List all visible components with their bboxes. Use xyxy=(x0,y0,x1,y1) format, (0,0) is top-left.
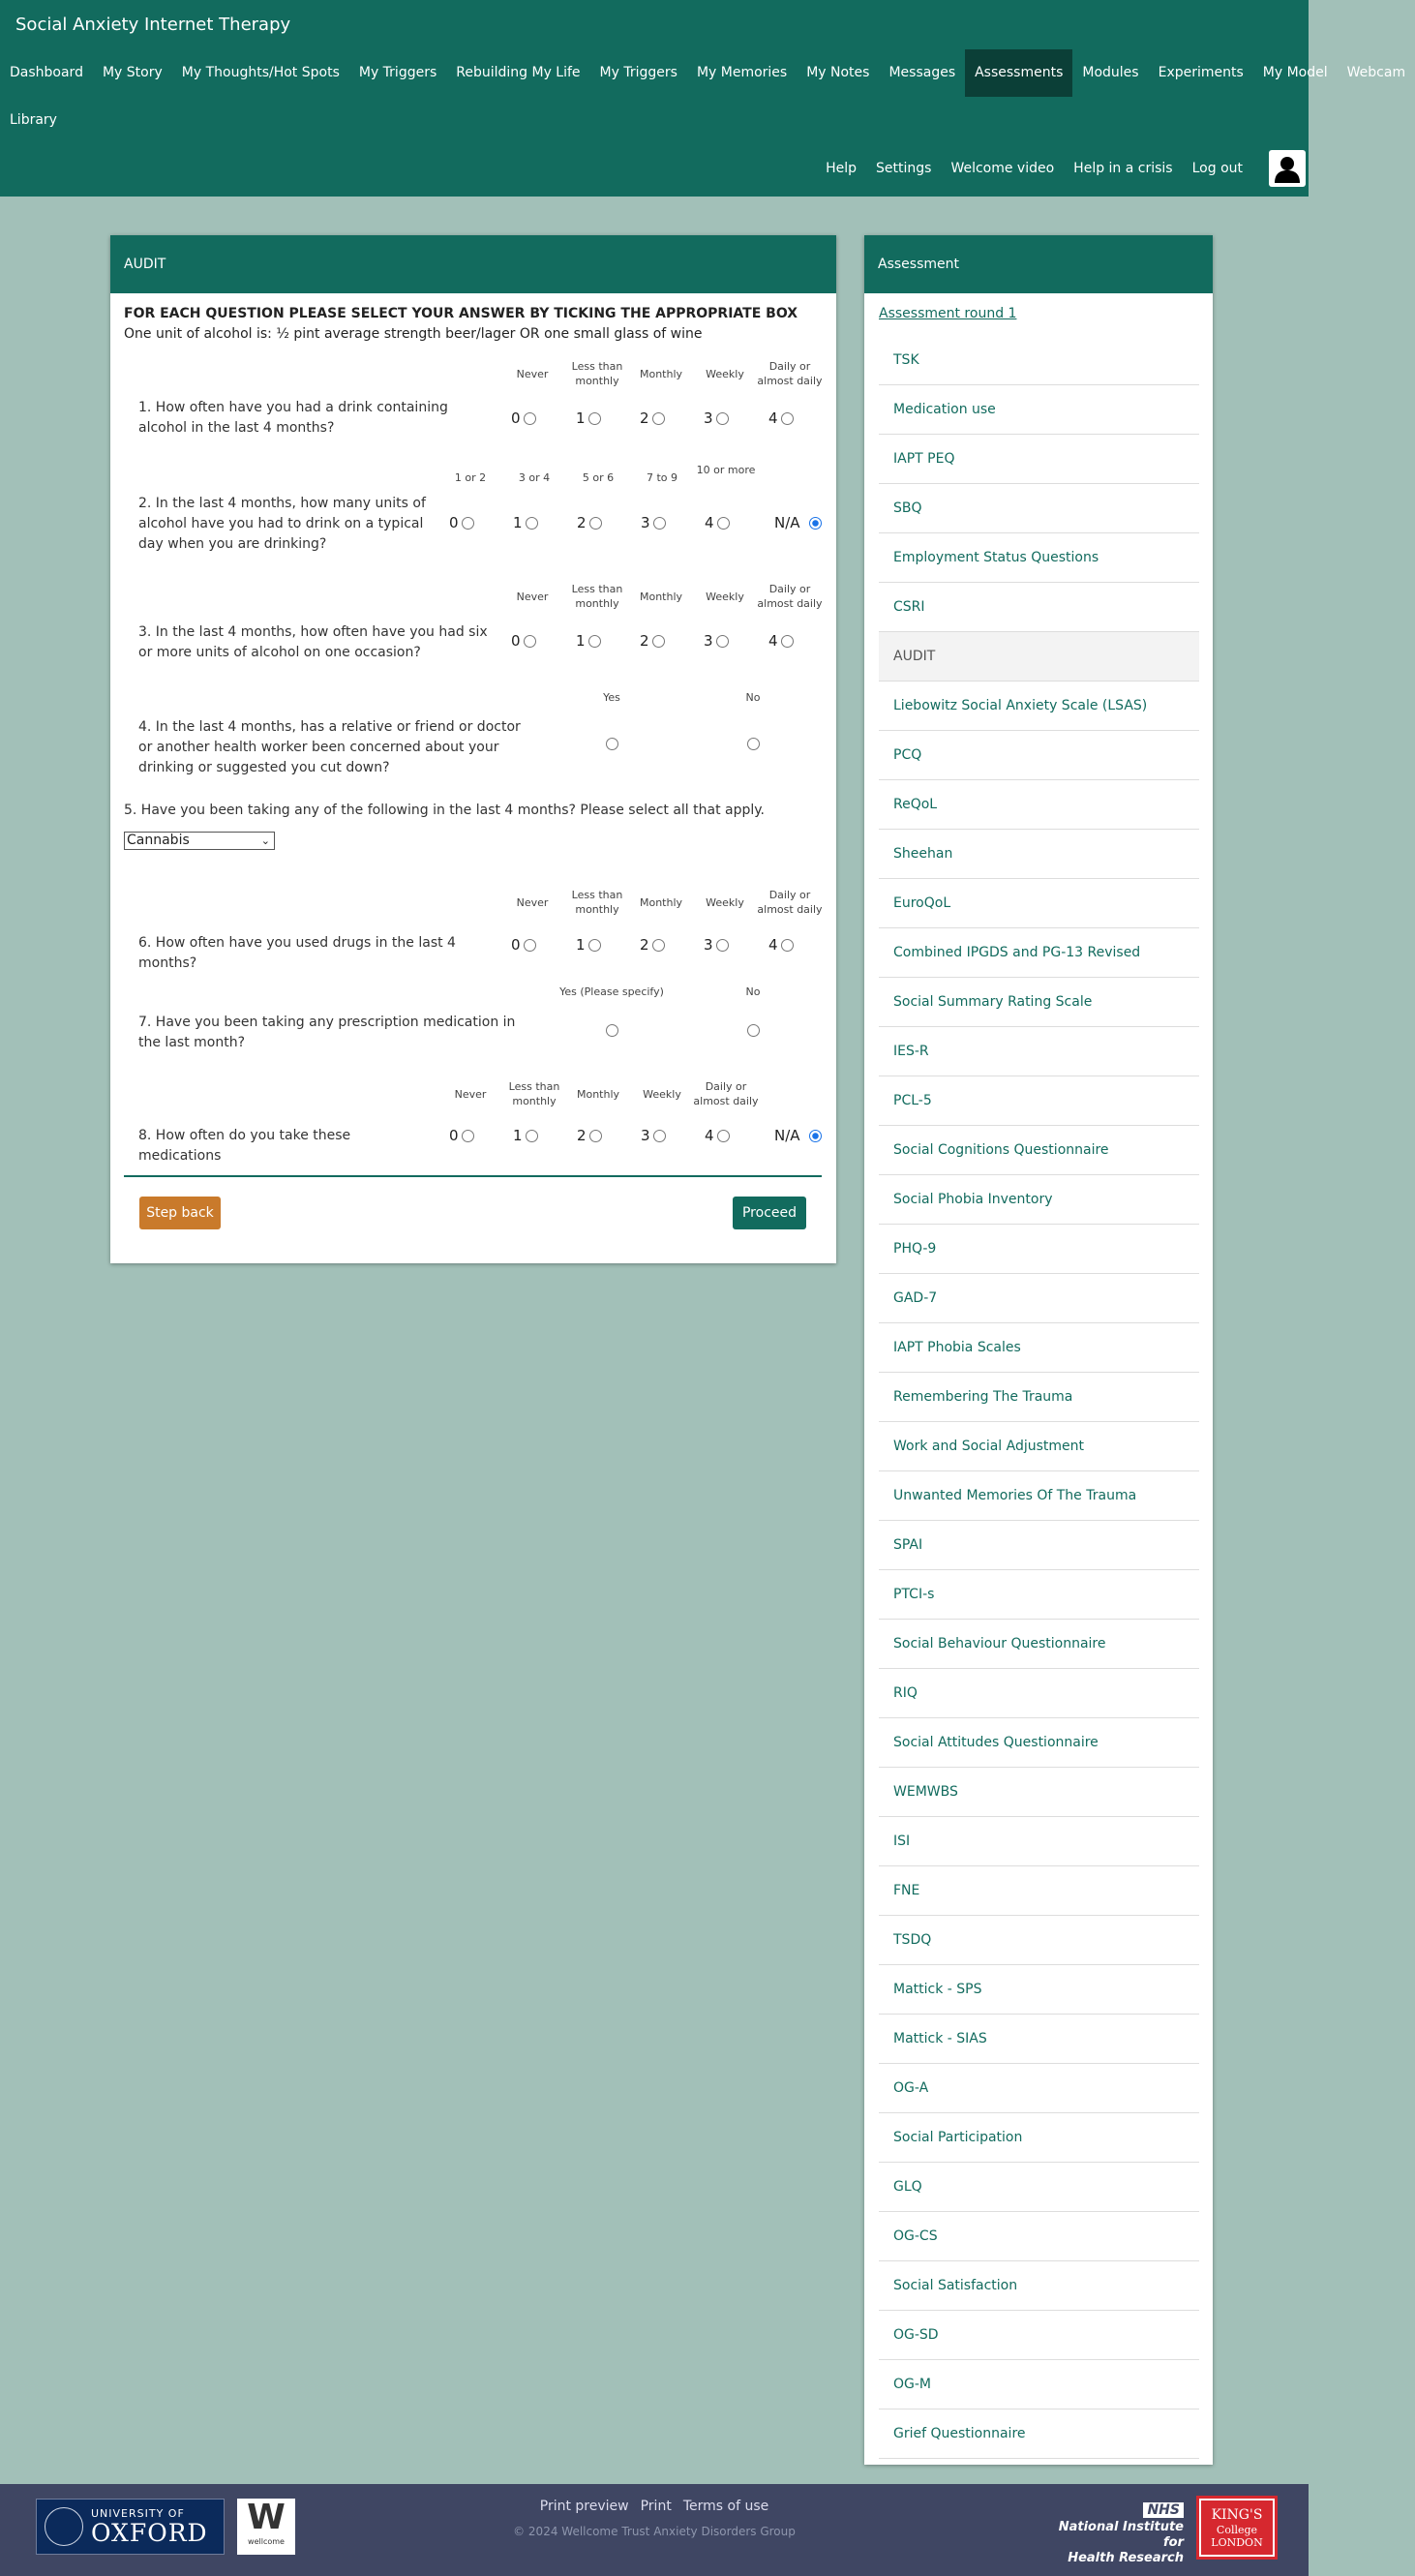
question-4: 4. In the last 4 months, has a relative or friend or doctor or another health worker been concerned about your drinking or suggested you cut down? xyxy=(138,719,521,775)
q2-header-2: 3 or 4 xyxy=(518,471,551,484)
footer-link-print-preview[interactable]: Print preview xyxy=(539,2499,629,2514)
q8-option-4[interactable] xyxy=(705,1127,730,1144)
q6-option-0[interactable] xyxy=(511,936,536,954)
option-label: 1 xyxy=(576,409,586,427)
q1-header-4: Weekly xyxy=(706,368,744,380)
nav-item-my-notes[interactable]: My Notes xyxy=(806,65,870,80)
form-title: AUDIT xyxy=(110,235,836,293)
q8-header-3: Monthly xyxy=(576,1088,620,1101)
app-header xyxy=(0,0,1406,197)
q2-option-1[interactable] xyxy=(513,514,538,531)
assessment-item-iapt-peq[interactable]: IAPT PEQ xyxy=(879,435,1199,484)
wellcome-logo: W wellcome xyxy=(237,2499,295,2555)
assessment-item-tsdq[interactable]: TSDQ xyxy=(879,1916,1199,1965)
q7-header-1: Yes (Please specify) xyxy=(559,985,664,998)
assessment-item-og-m[interactable]: OG-M xyxy=(879,2360,1199,2409)
q4-header-2: No xyxy=(745,691,761,704)
nav-item-library[interactable]: Library xyxy=(10,112,57,128)
radio-button[interactable] xyxy=(781,939,794,952)
option-label: N/A xyxy=(774,1127,800,1144)
assessment-item-reqol[interactable]: ReQoL xyxy=(879,780,1199,830)
q1-option-1[interactable] xyxy=(576,409,601,427)
assessment-item-social-attitudes-questionnaire[interactable]: Social Attitudes Questionnaire xyxy=(879,1718,1199,1768)
assessment-item-riq[interactable]: RIQ xyxy=(879,1669,1199,1718)
radio-button[interactable] xyxy=(524,412,536,425)
assessment-item-social-satisfaction[interactable]: Social Satisfaction xyxy=(879,2261,1199,2311)
option-label: 1 xyxy=(576,936,586,954)
q7-radio-yes-please-specify[interactable] xyxy=(606,1024,618,1037)
nav-item-my-triggers[interactable]: My Triggers xyxy=(599,65,677,80)
nav-settings[interactable]: Settings xyxy=(876,161,932,176)
option-label: 4 xyxy=(768,936,778,954)
q3-header-2: Less than monthly xyxy=(571,583,623,610)
assessment-item-og-a[interactable]: OG-A xyxy=(879,2064,1199,2113)
kings-college-logo: KING'S College LONDON xyxy=(1199,2499,1275,2557)
option-label: 1 xyxy=(513,1127,523,1144)
option-label: 0 xyxy=(511,632,521,650)
form-instructions: FOR EACH QUESTION PLEASE SELECT YOUR ANSWER BY TICKING THE APPROPRIATE BOX xyxy=(124,306,798,321)
q8-header-5: Daily or almost daily xyxy=(693,1080,759,1107)
q8-header-2: Less than monthly xyxy=(508,1080,560,1107)
radio-button[interactable] xyxy=(716,939,729,952)
q3-option-0[interactable] xyxy=(511,632,536,650)
radio-button[interactable] xyxy=(717,1130,730,1142)
nav-item-my-memories[interactable]: My Memories xyxy=(696,65,788,80)
q8-option-2[interactable] xyxy=(577,1127,602,1144)
option-label: 2 xyxy=(577,1127,587,1144)
radio-button[interactable] xyxy=(809,517,822,530)
assessment-item-phq-9[interactable]: PHQ-9 xyxy=(879,1225,1199,1274)
assessment-item-ptci-s[interactable]: PTCI-s xyxy=(879,1570,1199,1620)
nav-item-modules[interactable]: Modules xyxy=(1082,65,1139,80)
assessment-item-spai[interactable]: SPAI xyxy=(879,1521,1199,1570)
nav-help-in-a-crisis[interactable]: Help in a crisis xyxy=(1073,161,1173,176)
assessment-item-social-phobia-inventory[interactable]: Social Phobia Inventory xyxy=(879,1175,1199,1225)
assessment-item-fne[interactable]: FNE xyxy=(879,1866,1199,1916)
q1-option-4[interactable] xyxy=(768,409,794,427)
q3-option-2[interactable] xyxy=(640,632,665,650)
nav-item-my-model[interactable]: My Model xyxy=(1262,65,1328,80)
nav-welcome-video[interactable]: Welcome video xyxy=(950,161,1055,176)
q8-option-1[interactable] xyxy=(513,1127,538,1144)
q3-header-1: Never xyxy=(516,591,549,603)
radio-button[interactable] xyxy=(588,412,601,425)
step-back-button[interactable]: Step back xyxy=(139,1197,221,1229)
q2-header-1: 1 or 2 xyxy=(454,471,487,484)
assessment-item-mattick-sias[interactable]: Mattick - SIAS xyxy=(879,2015,1199,2064)
q3-option-1[interactable] xyxy=(576,632,601,650)
option-label: 4 xyxy=(705,514,714,531)
q8-option-na[interactable] xyxy=(774,1127,822,1144)
q4-radio-no[interactable] xyxy=(747,738,760,750)
option-label: 4 xyxy=(768,632,778,650)
option-label: 0 xyxy=(449,514,459,531)
q2-option-3[interactable] xyxy=(641,514,666,531)
radio-button[interactable] xyxy=(781,635,794,648)
radio-button[interactable] xyxy=(462,1130,474,1142)
radio-button[interactable] xyxy=(809,1130,822,1142)
question-6: 6. How often have you used drugs in the last 4 months? xyxy=(138,935,456,971)
option-label: 4 xyxy=(705,1127,714,1144)
q4-radio-yes[interactable] xyxy=(606,738,618,750)
radio-button[interactable] xyxy=(588,635,601,648)
option-label: 1 xyxy=(576,632,586,650)
nav-item-webcam[interactable]: Webcam xyxy=(1346,65,1406,80)
q6-header-5: Daily or almost daily xyxy=(757,889,823,916)
assessment-item-ies-r[interactable]: IES-R xyxy=(879,1027,1199,1076)
q7-radio-no[interactable] xyxy=(747,1024,760,1037)
nav-item-rebuilding-my-life[interactable]: Rebuilding My Life xyxy=(456,65,581,80)
q1-option-2[interactable] xyxy=(640,409,665,427)
assessment-item-tsk[interactable]: TSK xyxy=(879,336,1199,385)
q3-option-4[interactable] xyxy=(768,632,794,650)
radio-button[interactable] xyxy=(716,635,729,648)
substance-select[interactable]: Cannabis ⌄ xyxy=(124,832,275,850)
assessment-item-og-sd[interactable]: OG-SD xyxy=(879,2311,1199,2360)
main-nav xyxy=(0,49,1415,97)
radio-button[interactable] xyxy=(524,635,536,648)
nav-log-out[interactable]: Log out xyxy=(1191,161,1243,176)
footer-link-print[interactable]: Print xyxy=(640,2499,672,2514)
assessment-item-social-summary-rating-scale[interactable]: Social Summary Rating Scale xyxy=(879,978,1199,1027)
assessment-item-pcq[interactable]: PCQ xyxy=(879,731,1199,780)
option-label: 2 xyxy=(640,936,649,954)
assessment-list xyxy=(879,336,1199,2459)
footer-link-terms-of-use[interactable]: Terms of use xyxy=(682,2499,769,2514)
assessment-item-sheehan[interactable]: Sheehan xyxy=(879,830,1199,879)
assessment-item-social-behaviour-questionnaire[interactable]: Social Behaviour Questionnaire xyxy=(879,1620,1199,1669)
assessment-item-pcl-5[interactable]: PCL-5 xyxy=(879,1076,1199,1126)
question-7: 7. Have you been taking any prescription medication in the last month? xyxy=(138,1015,516,1050)
assessment-item-audit[interactable]: AUDIT xyxy=(879,632,1199,682)
q2-header-5: 10 or more xyxy=(696,464,756,476)
question-8: 8. How often do you take these medications xyxy=(138,1128,351,1164)
q6-option-3[interactable] xyxy=(704,936,729,954)
assessment-item-social-cognitions-questionnaire[interactable]: Social Cognitions Questionnaire xyxy=(879,1126,1199,1175)
q1-header-1: Never xyxy=(516,368,549,380)
q7-header-2: No xyxy=(745,985,761,998)
assessment-item-euroqol[interactable]: EuroQoL xyxy=(879,879,1199,928)
q4-header-1: Yes xyxy=(603,691,620,704)
q3-header-4: Weekly xyxy=(706,591,744,603)
assessment-item-social-participation[interactable]: Social Participation xyxy=(879,2113,1199,2163)
q6-option-1[interactable] xyxy=(576,936,601,954)
form-divider xyxy=(124,1175,822,1177)
nav-item-my-triggers[interactable]: My Triggers xyxy=(358,65,437,80)
radio-button[interactable] xyxy=(652,412,665,425)
assessment-item-iapt-phobia-scales[interactable]: IAPT Phobia Scales xyxy=(879,1323,1199,1373)
q3-option-3[interactable] xyxy=(704,632,729,650)
app-title[interactable]: Social Anxiety Internet Therapy xyxy=(15,15,291,35)
utility-nav xyxy=(826,161,1243,176)
radio-button[interactable] xyxy=(653,517,666,530)
radio-button[interactable] xyxy=(652,939,665,952)
radio-button[interactable] xyxy=(526,517,538,530)
radio-button[interactable] xyxy=(653,1130,666,1142)
nav-item-assessments[interactable]: Assessments xyxy=(965,49,1072,97)
radio-button[interactable] xyxy=(717,517,730,530)
nav-item-my-thoughts-hot-spots[interactable]: My Thoughts/Hot Spots xyxy=(181,65,340,80)
q6-option-2[interactable] xyxy=(640,936,665,954)
assessment-item-combined-ipgds-and-pg-13-revised[interactable]: Combined IPGDS and PG-13 Revised xyxy=(879,928,1199,978)
question-5: 5. Have you been taking any of the following in the last 4 months? Please select all that apply. xyxy=(124,803,766,818)
q6-option-4[interactable] xyxy=(768,936,794,954)
radio-button[interactable] xyxy=(589,517,602,530)
nihr-logo: NHS National Institute for Health Research xyxy=(1058,2502,1184,2565)
assessment-item-liebowitz-social-anxiety-scale-lsas[interactable]: Liebowitz Social Anxiety Scale (LSAS) xyxy=(879,682,1199,731)
option-label: 3 xyxy=(704,936,713,954)
assessment-item-gad-7[interactable]: GAD-7 xyxy=(879,1274,1199,1323)
q3-header-3: Monthly xyxy=(639,591,683,603)
radio-button[interactable] xyxy=(524,939,536,952)
assessment-item-unwanted-memories-of-the-trauma[interactable]: Unwanted Memories Of The Trauma xyxy=(879,1471,1199,1521)
radio-button[interactable] xyxy=(462,517,474,530)
option-label: 2 xyxy=(640,409,649,427)
unit-note: One unit of alcohol is: ½ pint average strength beer/lager OR one small glass of wine xyxy=(124,326,703,342)
question-2: 2. In the last 4 months, how many units of alcohol have you had to drink on a typical day when you are drinking? xyxy=(138,496,426,552)
q2-option-4[interactable] xyxy=(705,514,730,531)
q2-option-na[interactable] xyxy=(774,514,822,531)
nav-item-messages[interactable]: Messages xyxy=(888,65,956,80)
nav-help[interactable]: Help xyxy=(826,161,858,176)
nav-item-my-story[interactable]: My Story xyxy=(102,65,163,80)
q1-header-5: Daily or almost daily xyxy=(757,360,823,387)
q8-option-0[interactable] xyxy=(449,1127,474,1144)
q6-header-2: Less than monthly xyxy=(571,889,623,916)
radio-button[interactable] xyxy=(652,635,665,648)
assessment-item-employment-status-questions[interactable]: Employment Status Questions xyxy=(879,533,1199,583)
q8-header-1: Never xyxy=(454,1088,487,1101)
sidebar-title: Assessment xyxy=(864,235,1213,293)
q2-header-3: 5 or 6 xyxy=(582,471,615,484)
q6-header-1: Never xyxy=(516,896,549,909)
q1-option-3[interactable] xyxy=(704,409,729,427)
assessment-item-sbq[interactable]: SBQ xyxy=(879,484,1199,533)
assessment-item-isi[interactable]: ISI xyxy=(879,1817,1199,1866)
radio-button[interactable] xyxy=(716,412,729,425)
assessment-item-grief-questionnaire[interactable]: Grief Questionnaire xyxy=(879,2409,1199,2459)
q2-option-2[interactable] xyxy=(577,514,602,531)
assessment-item-wemwbs[interactable]: WEMWBS xyxy=(879,1768,1199,1817)
option-label: 2 xyxy=(640,632,649,650)
assessment-item-work-and-social-adjustment[interactable]: Work and Social Adjustment xyxy=(879,1422,1199,1471)
assessment-item-mattick-sps[interactable]: Mattick - SPS xyxy=(879,1965,1199,2015)
option-label: 0 xyxy=(511,409,521,427)
user-icon[interactable] xyxy=(1269,150,1306,187)
option-label: N/A xyxy=(774,514,800,531)
assessment-item-remembering-the-trauma[interactable]: Remembering The Trauma xyxy=(879,1373,1199,1422)
radio-button[interactable] xyxy=(589,1130,602,1142)
option-label: 3 xyxy=(641,514,650,531)
assessment-round-link[interactable]: Assessment round 1 xyxy=(879,306,1017,321)
option-label: 0 xyxy=(511,936,521,954)
option-label: 3 xyxy=(704,409,713,427)
assessment-item-og-cs[interactable]: OG-CS xyxy=(879,2212,1199,2261)
q1-header-2: Less than monthly xyxy=(571,360,623,387)
q6-header-3: Monthly xyxy=(639,896,683,909)
assessment-item-csri[interactable]: CSRI xyxy=(879,583,1199,632)
option-label: 1 xyxy=(513,514,523,531)
q2-header-4: 7 to 9 xyxy=(646,471,678,484)
assessment-item-medication-use[interactable]: Medication use xyxy=(879,385,1199,435)
option-label: 3 xyxy=(704,632,713,650)
chevron-down-icon: ⌄ xyxy=(260,834,270,847)
option-label: 2 xyxy=(577,514,587,531)
radio-button[interactable] xyxy=(526,1130,538,1142)
option-label: 0 xyxy=(449,1127,459,1144)
question-3: 3. In the last 4 months, how often have you had six or more units of alcohol on one occasion? xyxy=(138,624,488,660)
radio-button[interactable] xyxy=(588,939,601,952)
nav-item-dashboard[interactable]: Dashboard xyxy=(10,65,83,80)
q3-header-5: Daily or almost daily xyxy=(757,583,823,610)
question-1: 1. How often have you had a drink containing alcohol in the last 4 months? xyxy=(138,400,448,436)
q8-header-4: Weekly xyxy=(643,1088,681,1101)
nav-item-experiments[interactable]: Experiments xyxy=(1158,65,1244,80)
proceed-button[interactable]: Proceed xyxy=(733,1197,806,1229)
oxford-logo: UNIVERSITY OF OXFORD xyxy=(36,2499,225,2555)
q8-option-3[interactable] xyxy=(641,1127,666,1144)
copyright: © 2024 Wellcome Trust Anxiety Disorders Group xyxy=(513,2525,796,2538)
option-label: 3 xyxy=(641,1127,650,1144)
q1-header-3: Monthly xyxy=(639,368,683,380)
radio-button[interactable] xyxy=(781,412,794,425)
q6-header-4: Weekly xyxy=(706,896,744,909)
assessment-item-glq[interactable]: GLQ xyxy=(879,2163,1199,2212)
option-label: 4 xyxy=(768,409,778,427)
q2-option-0[interactable] xyxy=(449,514,474,531)
q1-option-0[interactable] xyxy=(511,409,536,427)
